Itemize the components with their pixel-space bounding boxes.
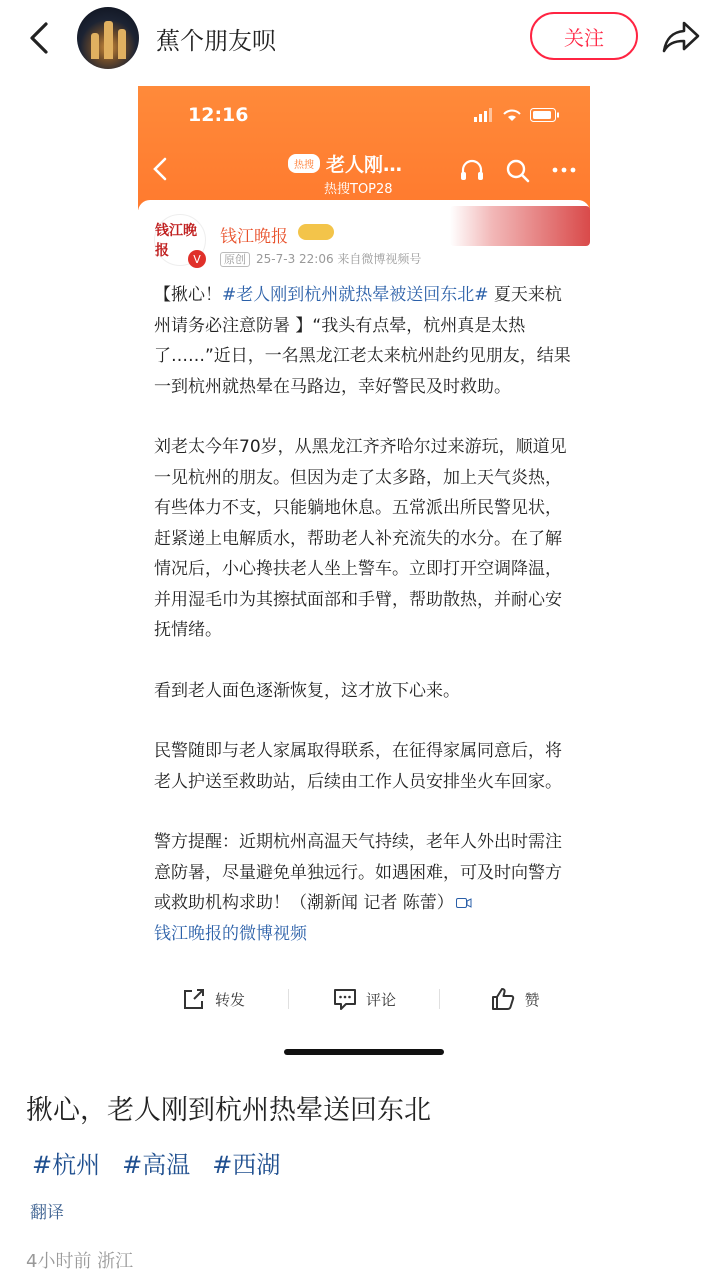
post-lead: 【揪心！ [154, 285, 222, 305]
weibo-nav-icons [458, 156, 578, 184]
post-hashtag[interactable]: #老人刚到杭州就热晕被送回东北# [222, 285, 489, 305]
more-icon[interactable] [550, 156, 578, 184]
hot-badge: 热搜 [288, 154, 320, 173]
poster-name[interactable]: 钱江晚报 [220, 227, 288, 247]
repost-button[interactable] [138, 962, 288, 1036]
translate-link[interactable]: 翻译 [30, 1203, 64, 1223]
comment-button[interactable] [289, 962, 439, 1036]
embedded-screenshot[interactable] [138, 86, 590, 1036]
like-button[interactable] [440, 962, 590, 1036]
back-icon[interactable] [24, 18, 58, 58]
post-paragraph: 看到老人面色逐渐恢复，这才放下心来。 [154, 680, 460, 701]
battery-icon [530, 108, 560, 122]
post-meta-text: 25-7-3 22:06 来自微博视频号 [256, 252, 422, 266]
post-warning: 警方提醒：近期杭州高温天气持续，老年人外出时需注意防暑，尽量避免单独远行。如遇困难，可及时向警方或救助机构求助！（潮新闻 记者 陈蕾） [154, 832, 562, 913]
post-paragraph: 刘老太今年70岁，从黑龙江齐齐哈尔过来游玩，顺道见一见杭州的朋友。但因为走了太多路，加上天气炎热，有些体力不支，只能躺地休息。五常派出所民警见状，赶紧递上电解质水，帮助老人补充流失的水分。在了解情况后，小心搀扶老人坐上警车。立即打开空调降温，并用湿毛巾为其擦拭面部和手臂，帮助散热，并耐心安抚情绪。 [154, 437, 567, 640]
action-bar [138, 962, 590, 1036]
video-icon [456, 897, 472, 909]
top-bar [0, 0, 719, 76]
repost-label: 转发 [214, 990, 245, 1009]
search-icon[interactable] [504, 156, 532, 184]
tag-link[interactable]: #西湖 [212, 1151, 281, 1179]
weibo-post-card [138, 200, 590, 960]
comment-label: 评论 [365, 990, 396, 1009]
tag-link[interactable]: #杭州 [32, 1151, 101, 1179]
hot-subtitle: 热搜TOP28 [324, 182, 393, 197]
vip-badge-icon [298, 224, 334, 240]
note-title: 揪心，老人刚到杭州热晕送回东北 [26, 1095, 431, 1126]
post-lead-rest: 夏天来杭州请务必注意防暑 】“我头有点晕，杭州真是太热了……”近日，一名黑龙江老太来杭州赴约见朋友，结果一到杭州就热晕在马路边，幸好警民及时救助。 [154, 285, 571, 397]
like-label: 赞 [524, 990, 540, 1009]
post-paragraph [154, 827, 578, 949]
home-indicator [284, 1049, 444, 1055]
signal-icon [474, 108, 494, 122]
listen-icon[interactable] [458, 156, 486, 184]
post-time-location: 4小时前 浙江 [26, 1251, 134, 1272]
poster-meta [220, 250, 421, 267]
video-link[interactable]: 钱江晚报的微博视频 [154, 923, 307, 944]
post-paragraph: 民警随即与老人家属取得联系，在征得家属同意后，将老人护送至救助站，后续由工作人员安排坐火车回家。 [154, 741, 562, 792]
avatar[interactable] [77, 7, 139, 69]
wifi-icon [502, 108, 522, 122]
tag-link[interactable]: #高温 [122, 1151, 191, 1179]
post-body [154, 280, 578, 949]
follow-button[interactable]: 关注 [530, 12, 638, 60]
poster-banner [450, 206, 590, 246]
comment-icon [332, 986, 358, 1012]
poster-avatar[interactable]: 钱江晚报 [154, 214, 206, 266]
author-name[interactable]: 蕉个朋友呗 [156, 27, 276, 55]
share-icon[interactable] [660, 17, 702, 57]
thumbs-up-icon [490, 986, 516, 1012]
status-time: 12:16 [188, 104, 249, 126]
tag-list [32, 1145, 280, 1180]
hot-title: 老人刚… [326, 154, 403, 176]
post-paragraph [154, 280, 578, 402]
repost-icon [181, 986, 207, 1012]
weibo-back-icon[interactable] [150, 156, 172, 182]
weibo-header [138, 86, 590, 210]
verified-icon: V [188, 250, 206, 268]
original-tag: 原创 [220, 252, 250, 267]
hot-title-row [288, 150, 402, 177]
status-icons [474, 108, 560, 122]
